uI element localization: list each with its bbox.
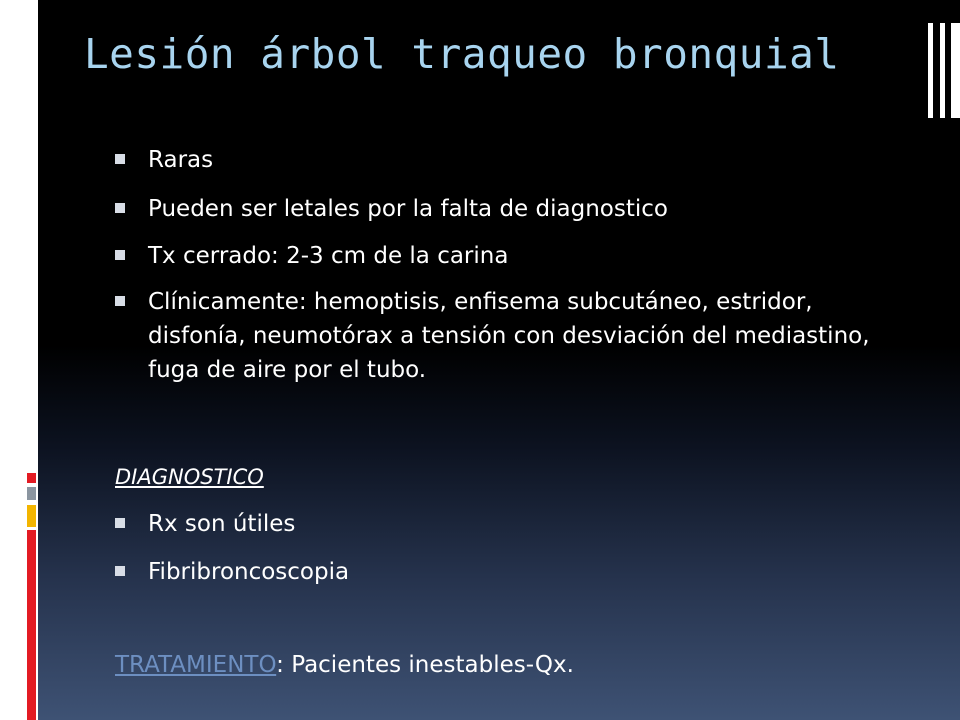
diagnostico-heading: DIAGNOSTICO [115, 465, 264, 489]
title-accent-bar [951, 23, 960, 118]
accent-strip-yellow [27, 505, 36, 527]
bullet-text: Rx son útiles [148, 511, 296, 537]
accent-strip-gray [27, 487, 36, 500]
title-accent-bar [940, 23, 945, 118]
bullet-text: Fibribroncoscopia [148, 559, 350, 585]
title-accent-bar [928, 23, 933, 118]
bullet-text: Raras [148, 147, 214, 173]
bullet-text: Pueden ser letales por la falta de diagnostico [148, 196, 668, 222]
tratamiento-text: : Pacientes inestables-Qx. [276, 652, 574, 678]
accent-strip-red [27, 473, 36, 483]
bullet-marker [115, 296, 125, 306]
bullet-marker [115, 203, 125, 213]
bullet-marker [115, 154, 125, 164]
bullet-marker [115, 518, 125, 528]
bullet-text: Tx cerrado: 2-3 cm de la carina [148, 243, 509, 269]
slide-title: Lesión árbol traqueo bronquial [84, 30, 840, 78]
tratamiento-label: TRATAMIENTO [115, 652, 277, 678]
tratamiento-line [115, 648, 574, 682]
bullet-marker [115, 566, 125, 576]
bullet-marker [115, 250, 125, 260]
accent-strip-red [27, 530, 36, 720]
bullet-text: Clínicamente: hemoptisis, enfisema subcutáneo, estridor, disfonía, neumotórax a tensión con desviación del mediastino, fuga de aire por el tubo. [148, 289, 870, 383]
